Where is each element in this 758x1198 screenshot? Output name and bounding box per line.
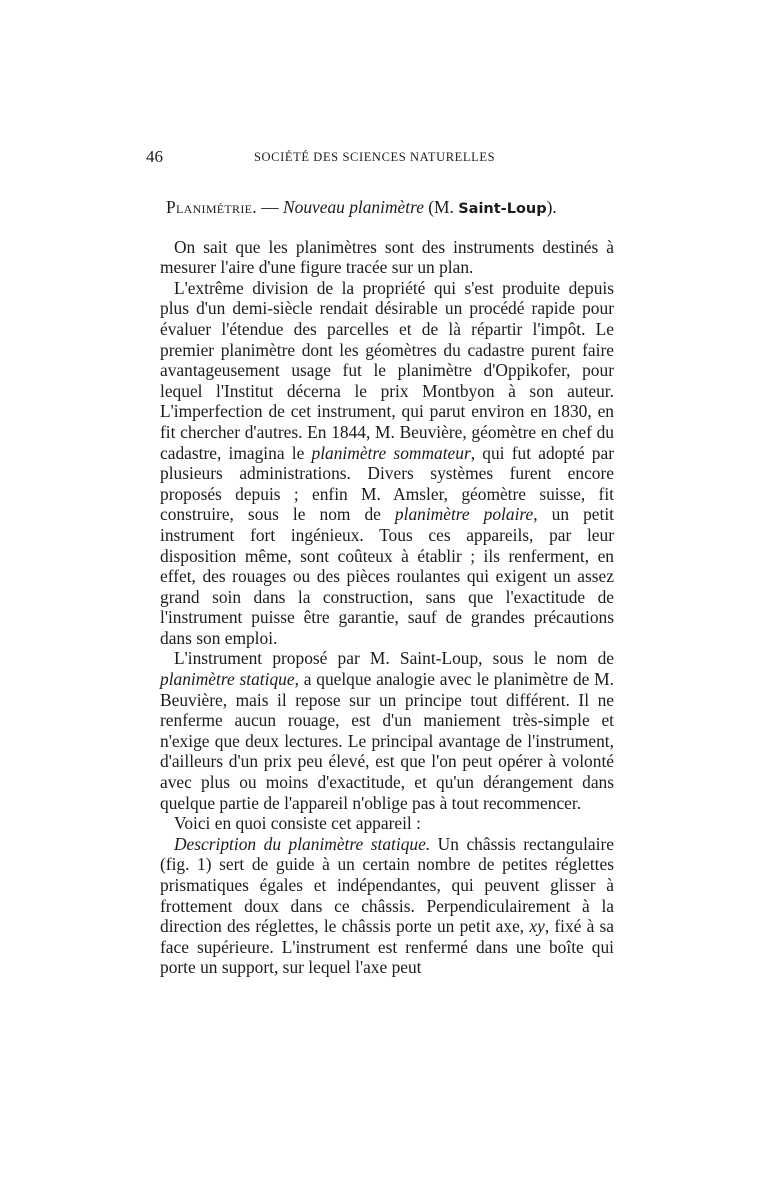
page-number: 46 — [146, 147, 163, 166]
paragraph-5-heading: Description du planimètre statique. — [174, 833, 431, 854]
author-open: (M. — [423, 197, 459, 217]
title-dash: — — [256, 197, 284, 217]
paragraph-3-text-c: , a quelque analogie avec le planimètre de M. Beuvière, mais il repose sur un principe tout différent. Il ne renferme aucun rouage, est d'un maniement très-simple et n'exige que deux lectures. Le principal avantage de l'instrument, d'ailleurs d'un prix peu élevé, est que l'on peut opérer à volonté avec plus ou moins d'exactitude, et qu'un dérangement dans quelque partie de l'appareil n'oblige pas à tout recommencer. — [160, 669, 614, 813]
author-close: ). — [546, 197, 557, 217]
paragraph-2-italic-b: planimètre sommateur — [311, 442, 471, 463]
paragraph-1: On sait que les planimètres sont des instruments destinés à mesurer l'aire d'une figure tracée sur un plan. — [160, 236, 614, 278]
section-label: Planimétrie. — [166, 197, 257, 217]
paragraph-3 — [160, 648, 614, 813]
paragraph-2-italic-d: planimètre polaire — [394, 504, 534, 525]
paragraph-3-italic-b: planimètre statique — [160, 669, 295, 690]
paragraph-5-text-d: , fixé à sa face supérieure. L'instrument est renfermé dans une boîte qui porte un support, sur lequel l'axe peut — [160, 916, 614, 978]
paragraph-2 — [160, 278, 614, 649]
paragraph-2-text-a: L'extrême division de la propriété qui s'est produite depuis plus d'un demi-siècle rendait désirable un procédé rapide pour évaluer l'étendue des parcelles et de là répartir l'impôt. Le premier planimètre dont les géomètres du cadastre purent faire avantageusement usage fut le planimètre d'Oppikofer, pour lequel l'Institut décerna le prix Montbyon à son auteur. L'imperfection de cet instrument, qui parut environ en 1830, en fit chercher d'autres. En 1844, M. Beuvière, géomètre en chef du cadastre, imagina le — [160, 277, 614, 463]
paragraph-5-text-b: Un châssis rectangulaire (fig. 1) sert de guide à un certain nombre de petites réglettes prismatiques égales et indépendantes, qui peuvent glisser à frottement doux dans ce châssis. Perpendiculairement à la direction des réglettes, le châssis porte un petit axe, — [160, 833, 614, 937]
paragraph-5-axis-label: xy — [529, 916, 545, 937]
paragraph-2-text-c: , qui fut adopté par plusieurs administrations. Divers systèmes furent encore proposés depuis ; enfin M. Amsler, géomètre suisse, fit construire, sous le nom de — [160, 442, 615, 525]
paragraph-3-text-a: L'instrument proposé par M. Saint-Loup, sous le nom de — [174, 648, 614, 669]
paragraph-2-text-e: , un petit instrument fort ingénieux. Tous ces appareils, par leur disposition même, sont coûteux à établir ; ils renferment, en effet, des rouages ou des pièces roulantes qui exigent un assez grand soin dans la construction, sans que l'exactitude de l'instrument puisse être garantie, sauf de grandes précautions dans son emploi. — [160, 504, 615, 648]
article-author: Saint-Loup — [458, 201, 547, 217]
article-title: Nouveau planimètre — [283, 197, 424, 217]
article-title-line — [166, 197, 614, 220]
running-head: SOCIÉTÉ DES SCIENCES NATURELLES — [254, 150, 496, 164]
article-body — [160, 197, 614, 978]
paragraph-5 — [160, 834, 614, 978]
paragraph-4: Voici en quoi consiste cet appareil : — [174, 813, 421, 834]
